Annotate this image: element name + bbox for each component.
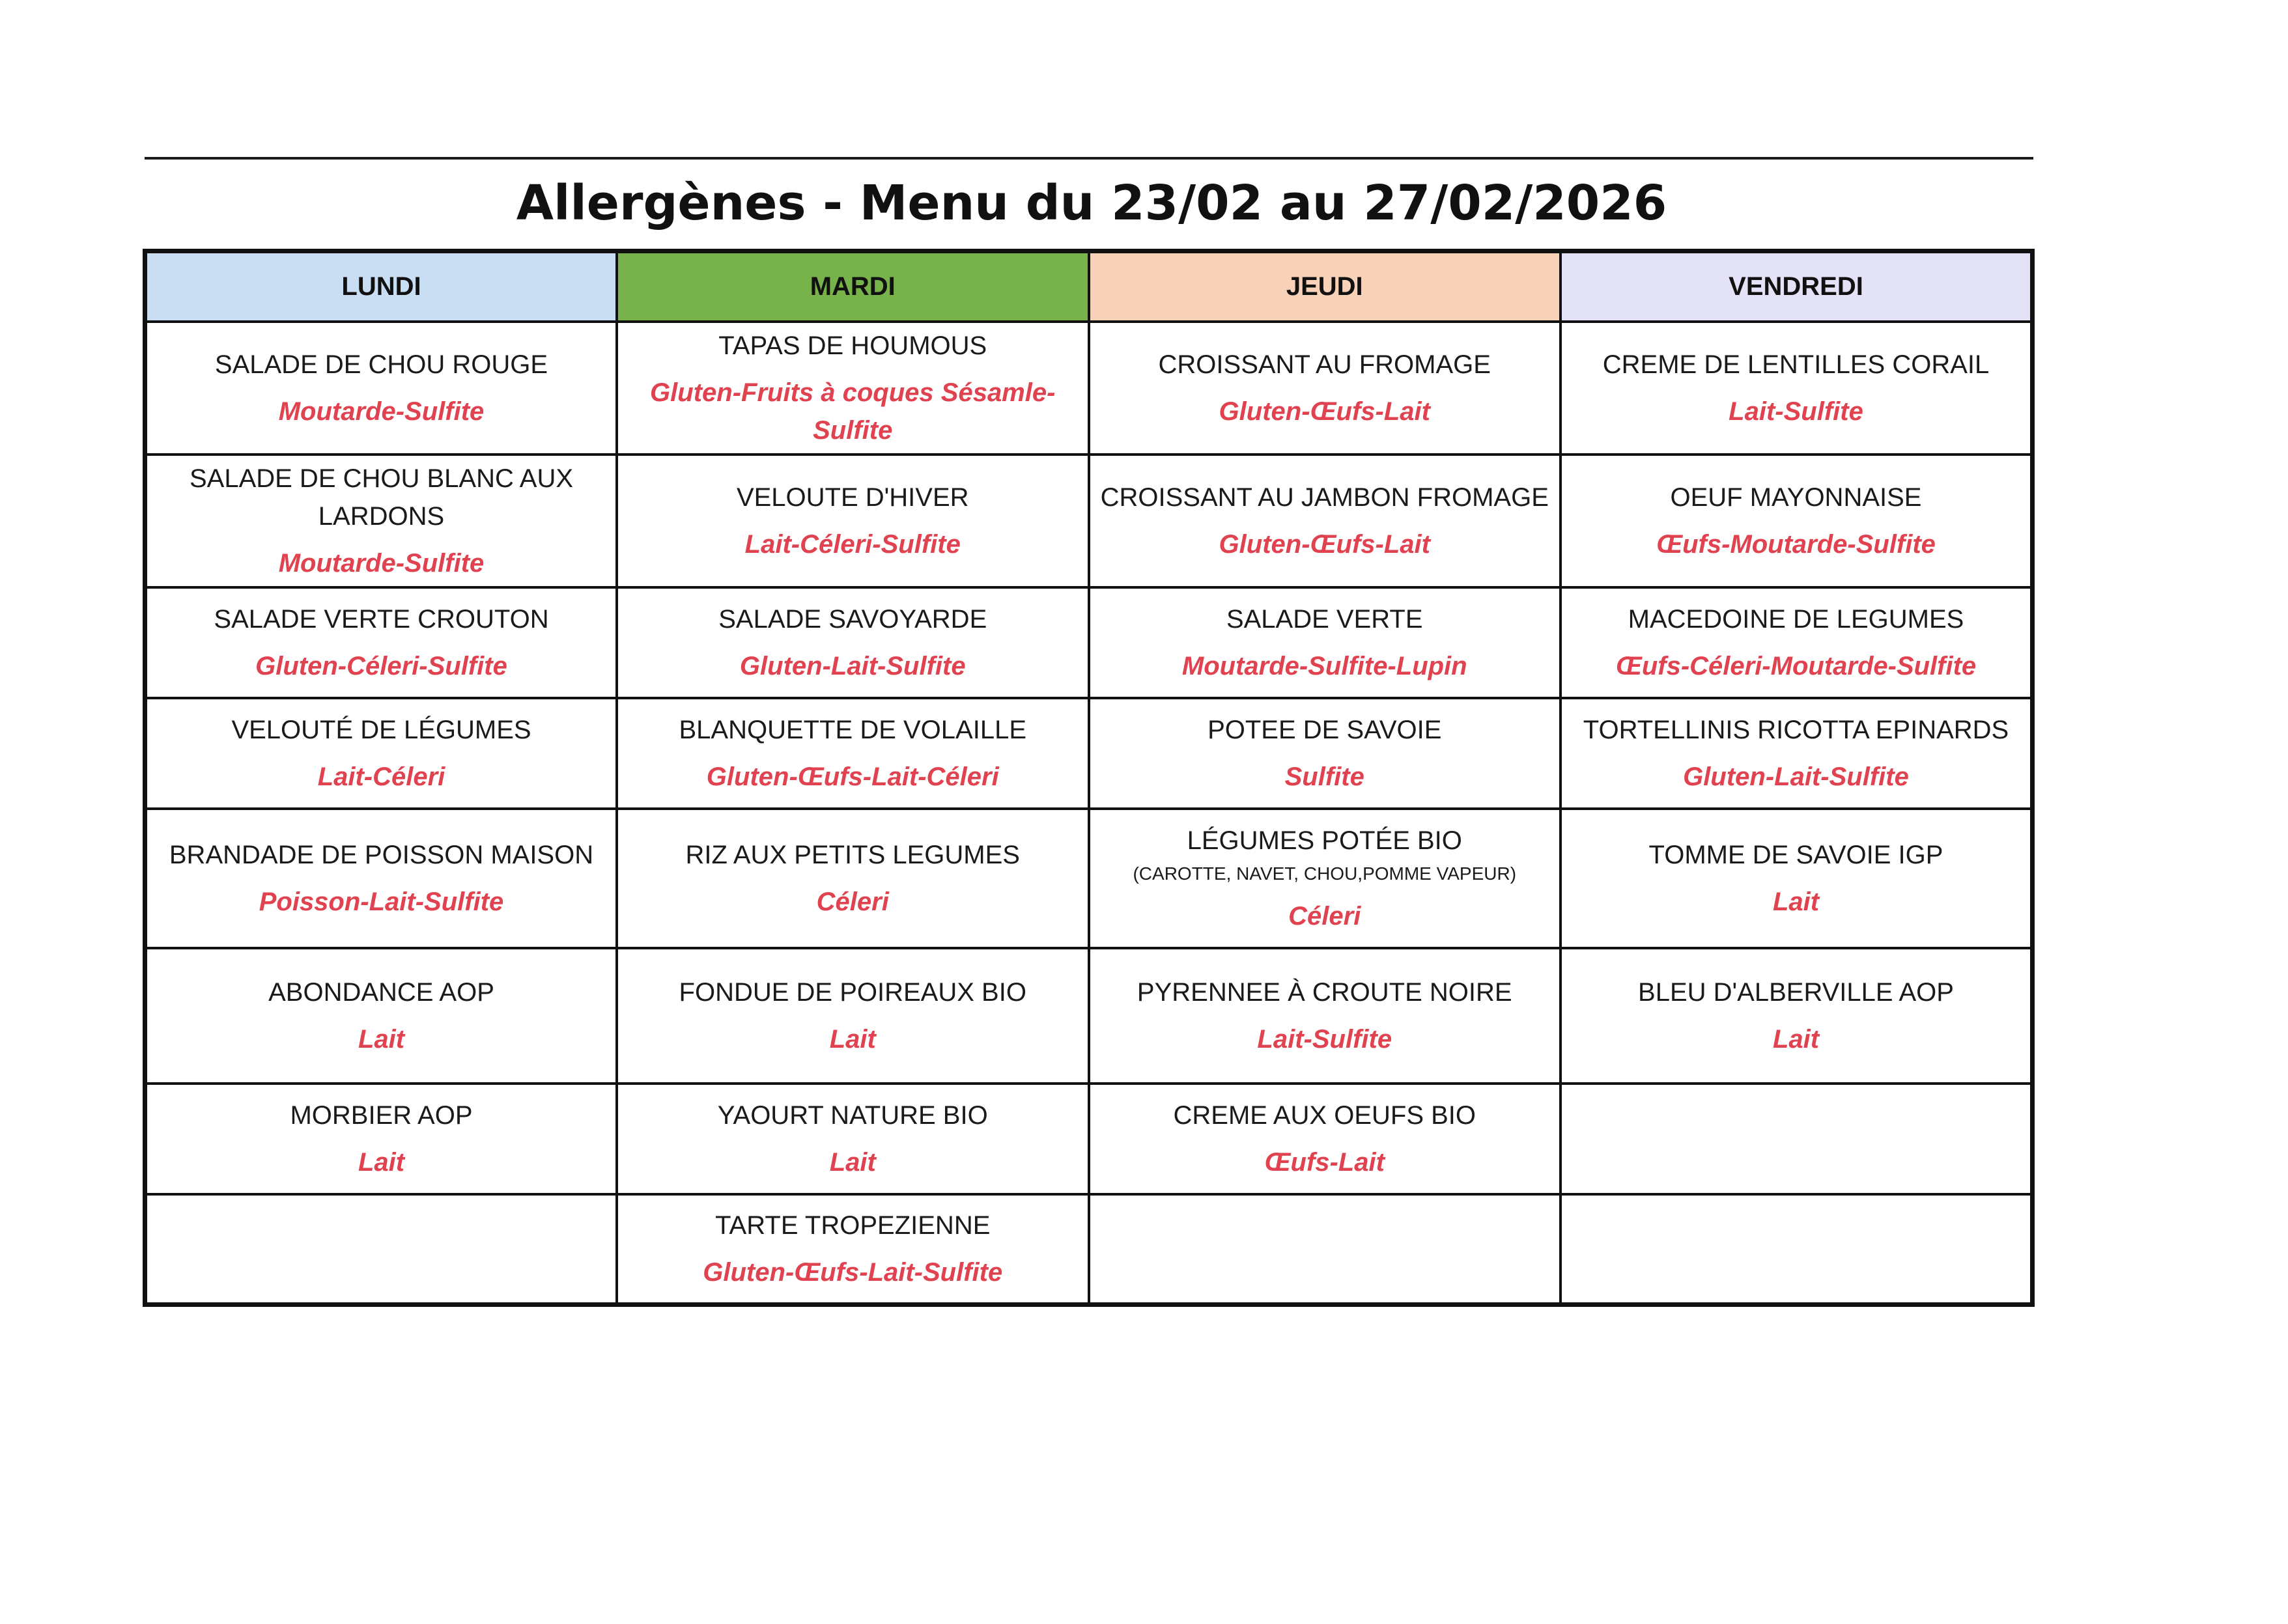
menu-cell-lundi xyxy=(145,587,617,698)
allergen-list: Gluten-Lait-Sulfite xyxy=(739,651,966,680)
menu-cell-mardi xyxy=(617,1194,1089,1305)
allergen-list: Lait-Sulfite xyxy=(1729,397,1863,426)
dish-name: MORBIER AOP xyxy=(290,1100,473,1130)
dish-name: SALADE SAVOYARDE xyxy=(718,604,987,634)
dish-name: SALADE DE CHOU BLANC AUX LARDONS xyxy=(189,464,574,531)
dish-name: TOMME DE SAVOIE IGP xyxy=(1648,840,1943,869)
menu-cell-vendredi xyxy=(1561,1084,2033,1194)
menu-cell-mardi xyxy=(617,455,1089,587)
allergen-menu-table xyxy=(143,249,2035,1307)
page-title: Allergènes - Menu du 23/02 au 27/02/2026 xyxy=(516,175,1667,231)
allergen-list: Lait-Céleri-Sulfite xyxy=(744,529,961,559)
menu-cell-jeudi xyxy=(1089,948,1561,1084)
table-row xyxy=(145,587,2033,698)
dish-name: SALADE VERTE xyxy=(1226,604,1423,634)
menu-cell-mardi xyxy=(617,698,1089,809)
top-rule xyxy=(145,157,2033,160)
dish-name: TORTELLINIS RICOTTA EPINARDS xyxy=(1583,715,2009,744)
menu-cell-vendredi xyxy=(1561,698,2033,809)
table-row xyxy=(145,948,2033,1084)
menu-cell-jeudi xyxy=(1089,455,1561,587)
table-row xyxy=(145,1194,2033,1305)
table-row xyxy=(145,322,2033,455)
allergen-list: Lait xyxy=(358,1024,405,1054)
table-row xyxy=(145,809,2033,948)
table-header-row xyxy=(145,251,2033,322)
allergen-list: Gluten-Œufs-Lait xyxy=(1219,529,1430,559)
dish-name: CROISSANT AU JAMBON FROMAGE xyxy=(1100,483,1549,512)
dish-name: FONDUE DE POIREAUX BIO xyxy=(679,977,1026,1007)
header-jeudi: JEUDI xyxy=(1089,251,1561,322)
menu-cell-vendredi xyxy=(1561,587,2033,698)
dish-name: OEUF MAYONNAISE xyxy=(1670,483,1922,512)
menu-cell-mardi xyxy=(617,809,1089,948)
menu-cell-mardi xyxy=(617,1084,1089,1194)
allergen-list: Sulfite xyxy=(1284,762,1364,791)
dish-name: ABONDANCE AOP xyxy=(268,977,494,1007)
dish-name: CROISSANT AU FROMAGE xyxy=(1158,350,1491,379)
table-row xyxy=(145,455,2033,587)
menu-cell-lundi xyxy=(145,948,617,1084)
header-vendredi: VENDREDI xyxy=(1561,251,2033,322)
dish-name: TAPAS DE HOUMOUS xyxy=(718,331,987,360)
header-lundi: LUNDI xyxy=(145,251,617,322)
dish-name: PYRENNEE À CROUTE NOIRE xyxy=(1137,977,1512,1007)
dish-name: CREME AUX OEUFS BIO xyxy=(1173,1100,1476,1130)
menu-body xyxy=(145,322,2033,1305)
allergen-list: Moutarde-Sulfite xyxy=(278,548,485,578)
dish-name: POTEE DE SAVOIE xyxy=(1208,715,1442,744)
allergen-list: Céleri xyxy=(1288,901,1361,931)
menu-cell-lundi xyxy=(145,809,617,948)
menu-cell-vendredi xyxy=(1561,455,2033,587)
allergen-list: Lait xyxy=(1772,887,1820,916)
allergen-list: Gluten-Céleri-Sulfite xyxy=(255,651,507,680)
dish-name: BLEU D'ALBERVILLE AOP xyxy=(1638,977,1954,1007)
allergen-list: Moutarde-Sulfite-Lupin xyxy=(1181,651,1467,680)
header-mardi: MARDI xyxy=(617,251,1089,322)
menu-cell-jeudi xyxy=(1089,1194,1561,1305)
allergen-list: Gluten-Lait-Sulfite xyxy=(1683,762,1909,791)
dish-name: LÉGUMES POTÉE BIO xyxy=(1187,826,1462,855)
menu-cell-lundi xyxy=(145,1194,617,1305)
dish-name: YAOURT NATURE BIO xyxy=(717,1100,988,1130)
allergen-list: Céleri xyxy=(816,887,889,916)
dish-name: SALADE DE CHOU ROUGE xyxy=(214,350,548,379)
menu-cell-lundi xyxy=(145,455,617,587)
dish-name: VELOUTÉ DE LÉGUMES xyxy=(231,715,531,744)
menu-cell-lundi xyxy=(145,698,617,809)
allergen-list: Œufs-Lait xyxy=(1264,1147,1385,1177)
menu-cell-jeudi xyxy=(1089,1084,1561,1194)
dish-note: (CAROTTE, NAVET, CHOU,POMME VAPEUR) xyxy=(1133,863,1517,884)
menu-cell-jeudi xyxy=(1089,698,1561,809)
allergen-list: Œufs-Céleri-Moutarde-Sulfite xyxy=(1615,651,1977,680)
menu-cell-lundi xyxy=(145,1084,617,1194)
menu-cell-mardi xyxy=(617,948,1089,1084)
allergen-list: Gluten-Fruits à coques Sésamle-Sulfite xyxy=(650,378,1056,445)
menu-cell-vendredi xyxy=(1561,809,2033,948)
menu-cell-jeudi xyxy=(1089,809,1561,948)
allergen-list: Lait-Sulfite xyxy=(1257,1024,1392,1054)
menu-cell-mardi xyxy=(617,322,1089,455)
dish-name: MACEDOINE DE LEGUMES xyxy=(1628,604,1964,634)
dish-name: VELOUTE D'HIVER xyxy=(736,483,969,512)
table-row xyxy=(145,1084,2033,1194)
dish-name: BRANDADE DE POISSON MAISON xyxy=(169,840,594,869)
allergen-list: Lait-Céleri xyxy=(317,762,445,791)
allergen-list: Lait xyxy=(1772,1024,1820,1054)
allergen-list: Œufs-Moutarde-Sulfite xyxy=(1656,529,1936,559)
menu-cell-lundi xyxy=(145,322,617,455)
menu-cell-mardi xyxy=(617,587,1089,698)
menu-cell-vendredi xyxy=(1561,1194,2033,1305)
allergen-list: Gluten-Œufs-Lait-Sulfite xyxy=(703,1257,1003,1287)
allergen-list: Moutarde-Sulfite xyxy=(278,397,485,426)
dish-name: TARTE TROPEZIENNE xyxy=(715,1211,991,1240)
dish-name: BLANQUETTE DE VOLAILLE xyxy=(679,715,1026,744)
menu-cell-jeudi xyxy=(1089,587,1561,698)
allergen-list: Poisson-Lait-Sulfite xyxy=(259,887,504,916)
allergen-list: Gluten-Œufs-Lait xyxy=(1219,397,1430,426)
allergen-list: Lait xyxy=(358,1147,405,1177)
allergen-list: Lait xyxy=(829,1147,876,1177)
menu-cell-vendredi xyxy=(1561,322,2033,455)
dish-name: SALADE VERTE CROUTON xyxy=(214,604,549,634)
menu-cell-jeudi xyxy=(1089,322,1561,455)
allergen-list: Lait xyxy=(829,1024,876,1054)
menu-cell-vendredi xyxy=(1561,948,2033,1084)
table-row xyxy=(145,698,2033,809)
dish-name: CREME DE LENTILLES CORAIL xyxy=(1602,350,1990,379)
dish-name: RIZ AUX PETITS LEGUMES xyxy=(685,840,1020,869)
allergen-list: Gluten-Œufs-Lait-Céleri xyxy=(706,762,999,791)
